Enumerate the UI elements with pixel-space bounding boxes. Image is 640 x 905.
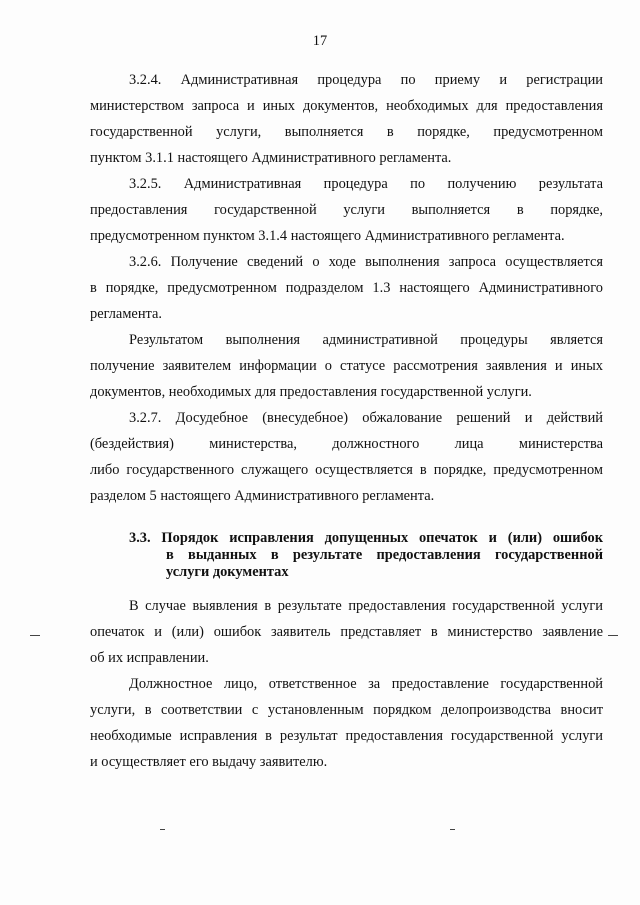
paragraph-line: услуги, в соответствии с установленным порядком делопроизводства вносит: [90, 702, 603, 718]
paragraph-line: необходимые исправления в результат предоставления государственной услуги: [90, 728, 603, 744]
paragraph-line: 3.2.5. Административная процедура по получению результата: [129, 176, 603, 192]
paragraph-line: государственной услуги, выполняется в порядке, предусмотренном: [90, 124, 603, 140]
paragraph-line: В случае выявления в результате предоставления государственной услуги: [129, 598, 603, 614]
paragraph-line: предусмотренном пунктом 3.1.4 настоящего Административного регламента.: [90, 228, 565, 244]
paragraph-line: об их исправлении.: [90, 650, 209, 666]
paragraph-line: 3.2.6. Получение сведений о ходе выполнения запроса осуществляется: [129, 254, 603, 270]
paragraph-line: регламента.: [90, 306, 162, 322]
paragraph-line: Должностное лицо, ответственное за предоставление государственной: [129, 676, 603, 692]
scan-mark: [608, 635, 618, 636]
paragraph-line: либо государственного служащего осуществляется в порядке, предусмотренном: [90, 462, 603, 478]
paragraph-line: Результатом выполнения административной процедуры является: [129, 332, 603, 348]
paragraph-line: разделом 5 настоящего Административного регламента.: [90, 488, 435, 504]
paragraph-line: 3.2.7. Досудебное (внесудебное) обжалование решений и действий: [129, 410, 603, 426]
paragraph-line: опечаток и (или) ошибок заявитель представляет в министерство заявление: [90, 624, 603, 640]
page-number: 17: [312, 33, 328, 49]
paragraph-line: предоставления государственной услуги выполняется в порядке,: [90, 202, 603, 218]
scan-mark: [450, 829, 455, 830]
paragraph-line: получение заявителем информации о статусе рассмотрения заявления и иных: [90, 358, 603, 374]
section-heading: в выданных в результате предоставления государственной: [166, 547, 603, 563]
section-heading: 3.3. Порядок исправления допущенных опечаток и (или) ошибок: [129, 530, 603, 546]
paragraph-line: в порядке, предусмотренном подразделом 1.3 настоящего Административного: [90, 280, 603, 296]
paragraph-line: (бездействия) министерства, должностного лица министерства: [90, 436, 603, 452]
paragraph-line: пунктом 3.1.1 настоящего Административного регламента.: [90, 150, 452, 166]
paragraph-line: документов, необходимых для предоставления государственной услуги.: [90, 384, 532, 400]
paragraph-line: министерством запроса и иных документов, необходимых для предоставления: [90, 98, 603, 114]
paragraph-line: 3.2.4. Административная процедура по приему и регистрации: [129, 72, 603, 88]
section-heading: услуги документах: [166, 564, 289, 580]
scan-mark: [30, 635, 40, 636]
paragraph-line: и осуществляет его выдачу заявителю.: [90, 754, 328, 770]
scan-mark: [160, 829, 165, 830]
